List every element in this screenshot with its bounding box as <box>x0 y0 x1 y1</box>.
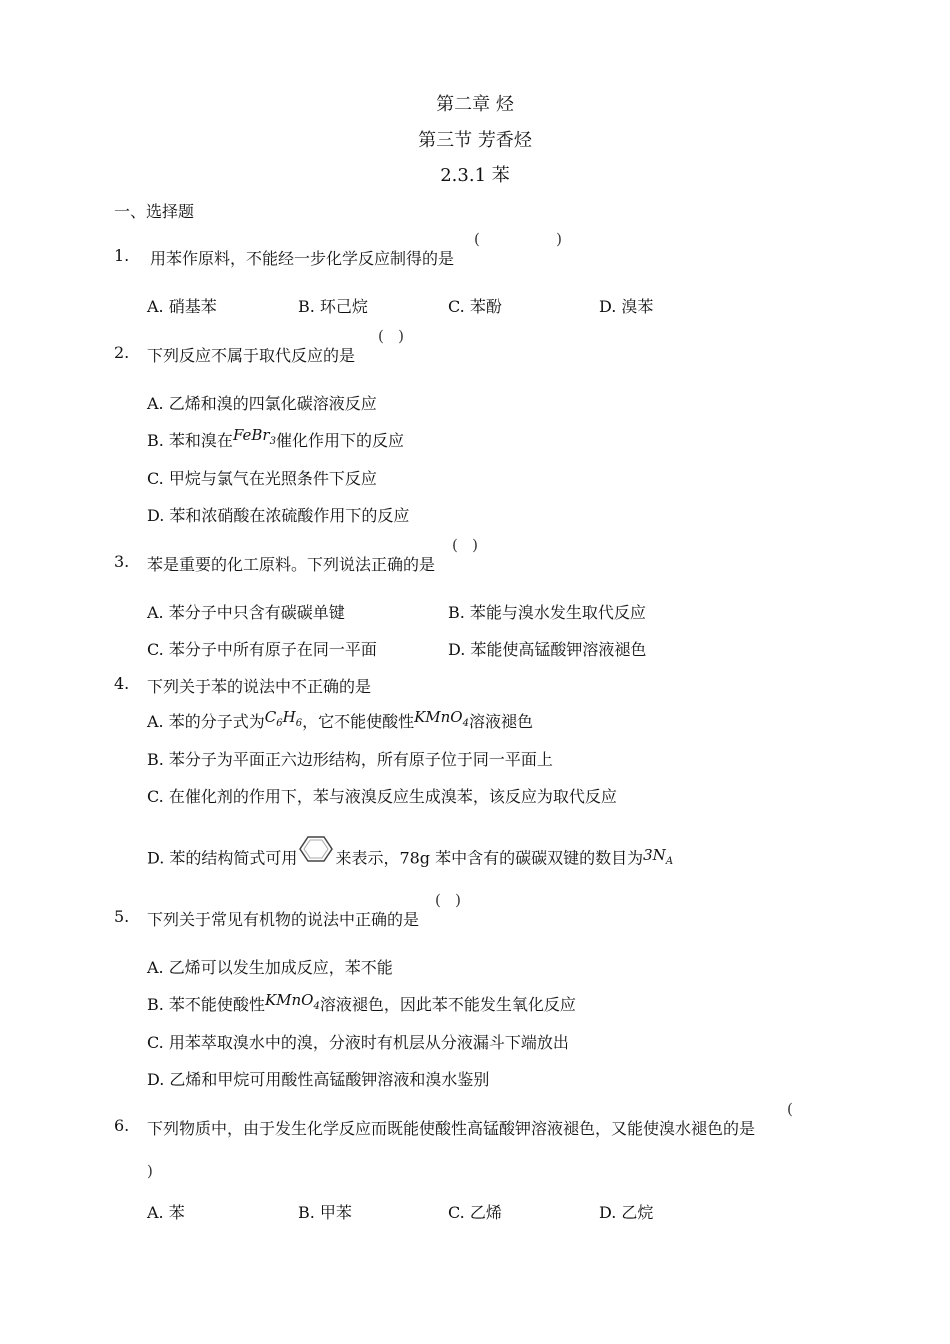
option-c: C. 苯分子中所有原子在同一平面 <box>147 640 377 659</box>
option-b <box>147 428 404 453</box>
option-a: A. 乙烯和溴的四氯化碳溶液反应 <box>147 394 377 413</box>
option-c: C. 苯酚 <box>448 297 502 316</box>
question-number: 2. <box>114 343 130 362</box>
option-c: C. 在催化剂的作用下，苯与液溴反应生成溴苯，该反应为取代反应 <box>147 787 617 806</box>
formula-kmno4: KMnO$_4$ <box>264 991 320 1012</box>
question-number: 4. <box>114 674 130 693</box>
question-stem: 下列物质中，由于发生化学反应而既能使酸性高锰酸钾溶液褪色，又能使溴水褪色的是 <box>147 1119 756 1138</box>
section-title: 第三节 芳香烃 <box>418 130 532 151</box>
question-number: 5. <box>114 907 130 926</box>
option-a: A. 乙烯可以发生加成反应，苯不能 <box>147 958 393 977</box>
option-d: D. 乙烷 <box>599 1203 654 1222</box>
question-stem: 下列反应不属于取代反应的是 <box>147 346 356 365</box>
question-stem: 下列关于苯的说法中不正确的是 <box>147 677 372 696</box>
option-a: A. 苯的分子式为$C_6H_6$，它不能使酸性KMnO$_4$溶液褪色 <box>147 708 533 731</box>
option-b: B. 苯能与溴水发生取代反应 <box>448 603 646 622</box>
option-b-text: B. 苯和溴在 <box>147 431 233 450</box>
formula-c6h6: $C_6H_6$ <box>264 708 303 729</box>
question-number: 3. <box>114 552 130 571</box>
answer-blank: ( ) <box>474 230 562 248</box>
option-d: D. 苯和浓硝酸在浓硫酸作用下的反应 <box>147 506 410 525</box>
answer-blank: ( ) <box>452 536 479 554</box>
answer-blank: ( ) <box>378 327 405 345</box>
option-c: C. 乙烯 <box>448 1203 502 1222</box>
benzene-ring-icon <box>299 835 333 863</box>
option-a: A. 硝基苯 <box>147 297 217 316</box>
question-stem: 用苯作原料，不能经一步化学反应制得的是 <box>150 249 455 268</box>
option-b-tail: 催化作用下的反应 <box>275 431 404 450</box>
answer-blank-open: ( <box>787 1100 793 1118</box>
answer-blank-close: ) <box>147 1162 153 1180</box>
section-label: 一、选择题 <box>114 202 195 221</box>
question-stem: 下列关于常见有机物的说法中正确的是 <box>147 910 420 929</box>
option-a: A. 苯分子中只含有碳碳单键 <box>147 603 345 622</box>
formula-3na: $3N_A$ <box>643 845 674 867</box>
option-b: B. 苯不能使酸性KMnO$_4$溶液褪色，因此苯不能发生氧化反应 <box>147 991 576 1014</box>
question-stem: 苯是重要的化工原料。下列说法正确的是 <box>147 555 436 574</box>
option-d: D. 苯的结构简式可用 来表示，78g 苯中含有的碳碳双键的数目为$3N_A$ <box>147 845 673 873</box>
formula-kmno4: KMnO$_4$ <box>414 708 469 729</box>
formula-febr3: FeBr$_3$ <box>232 426 276 447</box>
question-number: 6. <box>114 1116 130 1135</box>
chapter-title: 第二章 烃 <box>436 94 514 115</box>
option-c: C. 甲烷与氯气在光照条件下反应 <box>147 469 377 488</box>
option-d: D. 溴苯 <box>599 297 654 316</box>
option-b: B. 苯分子为平面正六边形结构，所有原子位于同一平面上 <box>147 750 553 769</box>
option-b: B. 甲苯 <box>298 1203 352 1222</box>
option-d: D. 苯能使高锰酸钾溶液褪色 <box>448 640 647 659</box>
option-d: D. 乙烯和甲烷可用酸性高锰酸钾溶液和溴水鉴别 <box>147 1070 490 1089</box>
option-a: A. 苯 <box>147 1203 185 1222</box>
option-b: B. 环己烷 <box>298 297 368 316</box>
option-c: C. 用苯萃取溴水中的溴，分液时有机层从分液漏斗下端放出 <box>147 1033 569 1052</box>
answer-blank: ( ) <box>435 891 462 909</box>
subsection-title: 2.3.1 苯 <box>440 165 510 186</box>
question-number: 1. <box>114 246 130 265</box>
